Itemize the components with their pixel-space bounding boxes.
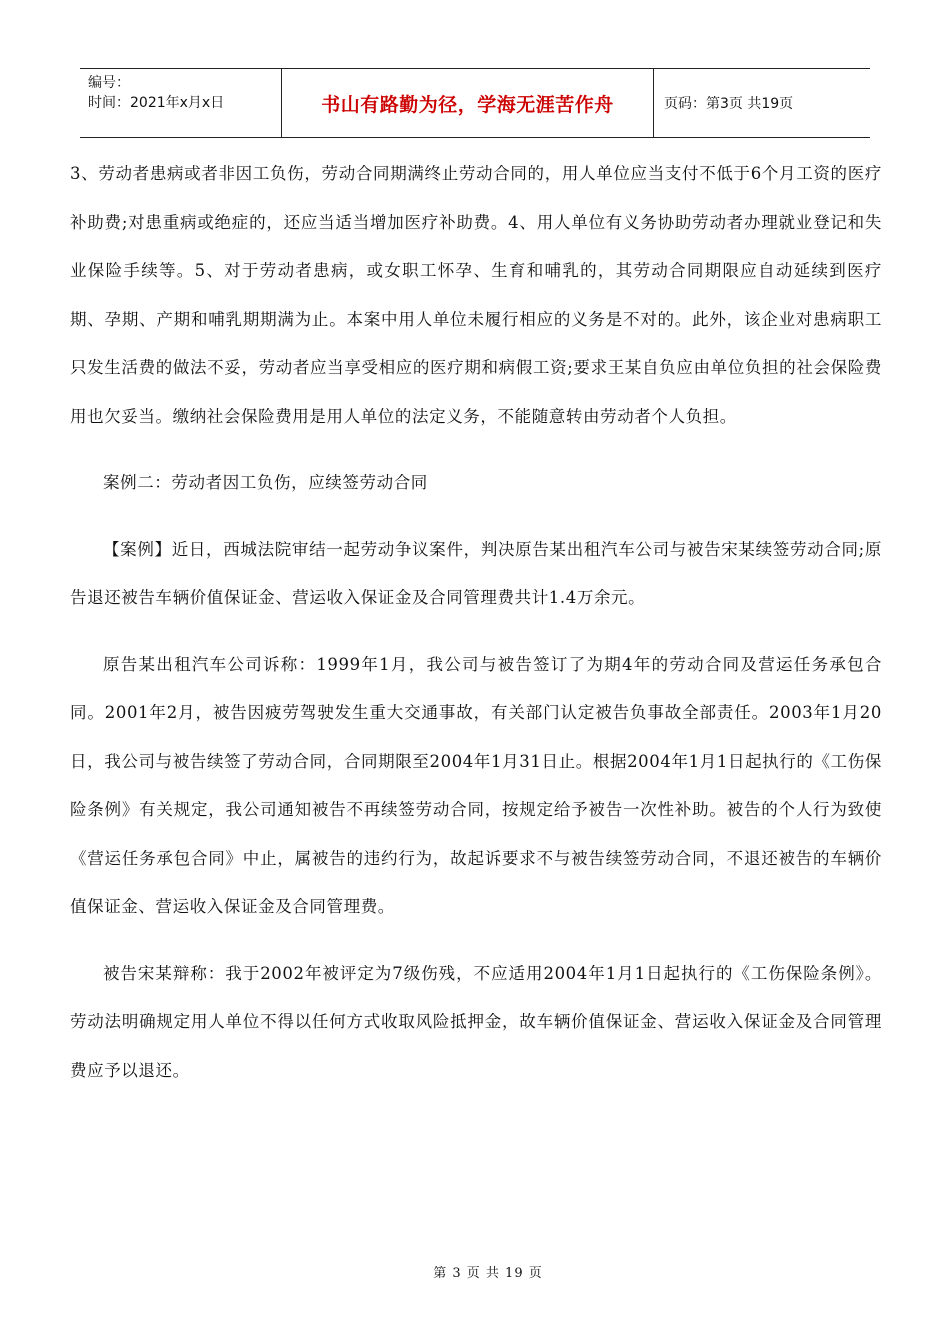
plaintiff-claim: 原告某出租汽车公司诉称：1999年1月，我公司与被告签订了为期4年的劳动合同及营运任务承包合同。2001年2月，被告因疲劳驾驶发生重大交通事故，有关部门认定被告负事故全部责任。2003年1月20日，我公司与被告续签了劳动合同，合同期限至2004年1月31日止。根据2004年1月1日起执行的《工伤保险条例》有关规定，我公司通知被告不再续签劳动合同，按规定给予被告一次性补助。被告的个人行为致使《营运任务承包合同》中止，属被告的违约行为，故起诉要求不与被告续签劳动合同，不退还被告的车辆价值保证金、营运收入保证金及合同管理费。 — [70, 654, 882, 916]
document-number-label: 编号： — [88, 75, 130, 91]
header-page-number: 页码：第3页 共19页 — [664, 96, 794, 112]
header-meta — [80, 69, 282, 137]
page-footer: 第 3 页 共 19 页 — [433, 1266, 543, 1281]
case-summary: 【案例】近日，西城法院审结一起劳动争议案件，判决原告某出租汽车公司与被告宋某续签劳动合同;原告退还被告车辆价值保证金、营运收入保证金及合同管理费共计1.4万余元。 — [70, 539, 882, 607]
document-header — [80, 68, 870, 138]
defendant-reply: 被告宋某辩称：我于2002年被评定为7级伤残，不应适用2004年1月1日起执行的《工伤保险条例》。劳动法明确规定用人单位不得以任何方式收取风险抵押金，故车辆价值保证金、营运收入保证金及合同管理费应予以退还。 — [70, 963, 882, 1080]
paragraph-continuation: 3、劳动者患病或者非因工负伤，劳动合同期满终止劳动合同的，用人单位应当支付不低于6个月工资的医疗补助费;对患重病或绝症的，还应当适当增加医疗补助费。4、用人单位有义务协助劳动者办理就业登记和失业保险手续等。5、对于劳动者患病，或女职工怀孕、生育和哺乳的，其劳动合同期限应自动延续到医疗期、孕期、产期和哺乳期期满为止。本案中用人单位未履行相应的义务是不对的。此外，该企业对患病职工只发生活费的做法不妥，劳动者应当享受相应的医疗期和病假工资;要求王某自负应由单位负担的社会保险费用也欠妥当。缴纳社会保险费用是用人单位的法定义务，不能随意转由劳动者个人负担。 — [70, 164, 882, 426]
case-heading: 案例二：劳动者因工负伤，应续签劳动合同 — [103, 473, 428, 492]
header-motto: 书山有路勤为径，学海无涯苦作舟 — [282, 69, 654, 137]
document-body — [70, 150, 882, 1095]
document-date: 时间：2021年x月x日 — [88, 95, 225, 111]
